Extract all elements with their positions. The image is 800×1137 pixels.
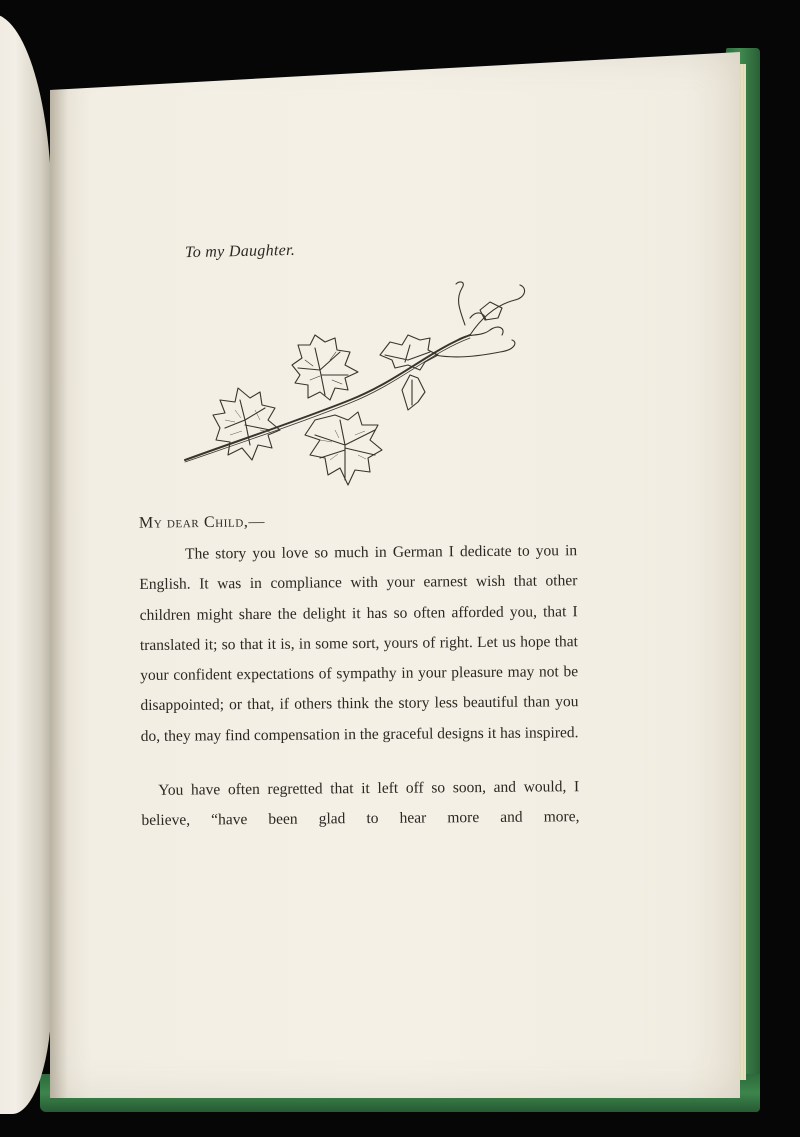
facing-page xyxy=(0,14,52,1114)
dedication-heading: To my Daughter. xyxy=(184,241,296,262)
grapevine-sprig-icon xyxy=(180,280,530,505)
paragraph-2: You have often regretted that it left off so soon, and would, I believe, “have been glad to hear more and more, xyxy=(141,778,580,830)
salutation-line: My dear Child,— xyxy=(138,513,266,532)
letter-body xyxy=(139,536,580,836)
gutter-shadow xyxy=(50,90,68,1100)
paragraph-1: The story you love so much in German I dedicate to you in English. It was in compliance with your earnest wish that other children might share the delight it has so often afforded you, that I translated it; so that it is, in some sort, yours of right. Let us hope that your confident expectations of sympathy in your pleasure may not be disappointed; or that, if others think the story less beautiful than you do, they may find compensation in the graceful designs it has inspired. xyxy=(139,542,579,745)
